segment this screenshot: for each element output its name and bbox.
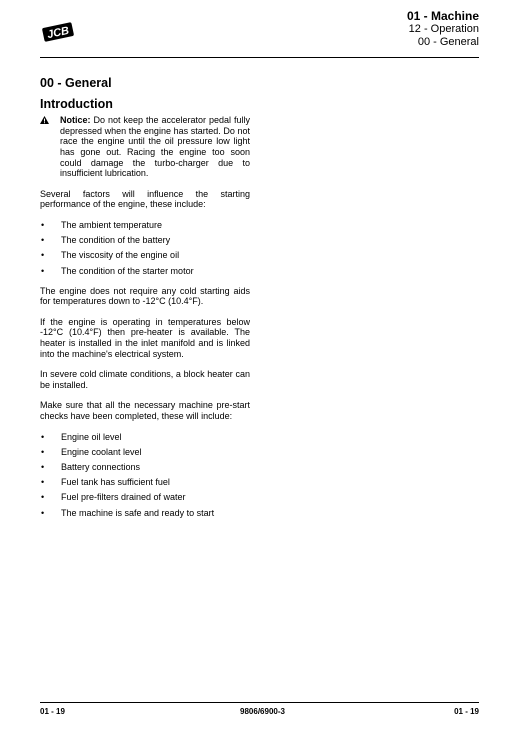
notice-label: Notice: xyxy=(60,115,91,126)
notice-block xyxy=(40,115,250,179)
section-heading: 00 - General xyxy=(40,76,112,90)
list-item: • Fuel tank has sufficient fuel xyxy=(41,477,170,488)
list-item-text: Fuel tank has sufficient fuel xyxy=(61,477,170,488)
list-item-text: The machine is safe and ready to start xyxy=(61,507,215,518)
list-item-text: Engine coolant level xyxy=(61,446,142,457)
list-item-text: Battery connections xyxy=(61,462,141,472)
footer-doc-number: 9806/6900-3 xyxy=(240,707,285,716)
list-item-text: Fuel pre-filters drained of water xyxy=(61,492,186,503)
list-item-text: The condition of the battery xyxy=(61,235,171,246)
list-item: • The condition of the starter motor xyxy=(41,265,194,276)
cold-aids-paragraph: The engine does not require any cold starting aids for temperatures down to -12°C (10.4°F). xyxy=(40,285,250,307)
checks-list xyxy=(40,432,250,523)
list-item-text: The viscosity of the engine oil xyxy=(61,250,180,261)
list-item: • Engine coolant level xyxy=(41,446,142,457)
list-item-text: Engine oil level xyxy=(61,431,122,442)
footer-page-right: 01 - 19 xyxy=(454,707,479,716)
checks-intro: Make sure that all the necessary machine pre-start checks have been completed, these will include: xyxy=(40,400,250,422)
notice-text: Do not keep the accelerator pedal fully depressed when the engine has started. Do not race the engine until the oil pressure low light has gone out. Racing the engine too soon could damage the turbo-charger due to insufficient lubrication. xyxy=(60,115,250,179)
list-item: • The machine is safe and ready to start xyxy=(41,507,215,518)
jcb-logo xyxy=(41,21,75,43)
header-subsection: 12 - Operation xyxy=(408,23,479,36)
list-item: • Engine oil level xyxy=(41,431,122,442)
header-topic: 00 - General xyxy=(417,35,479,48)
list-item: • Fuel pre-filters drained of water xyxy=(41,492,186,503)
jcb-logo-text: JCB xyxy=(46,24,71,42)
footer-page-left: 01 - 19 xyxy=(40,707,65,716)
page-header xyxy=(407,10,479,48)
list-item: • The ambient temperature xyxy=(41,219,163,230)
list-item: • The viscosity of the engine oil xyxy=(41,250,180,261)
list-item-text: The condition of the starter motor xyxy=(61,265,194,276)
list-item: • Battery connections xyxy=(41,462,141,472)
intro-heading: Introduction xyxy=(40,96,113,111)
list-item: • The condition of the battery xyxy=(41,235,171,246)
header-divider xyxy=(40,57,479,58)
list-item-text: The ambient temperature xyxy=(61,219,163,230)
header-section: 01 - Machine xyxy=(406,9,479,23)
factors-list xyxy=(40,220,250,281)
block-heater-paragraph: In severe cold climate conditions, a block heater can be installed. xyxy=(40,369,250,390)
main-content xyxy=(40,78,250,528)
footer-divider xyxy=(40,702,479,703)
factors-intro: Several factors will influence the starting performance of the engine, these include: xyxy=(40,188,250,210)
preheater-paragraph: If the engine is operating in temperatures below -12°C (10.4°F) then pre-heater is available. The heater is installed in the inlet manifold and is linked into the machine's electrical system. xyxy=(40,316,250,359)
warning-triangle-icon xyxy=(40,116,49,124)
